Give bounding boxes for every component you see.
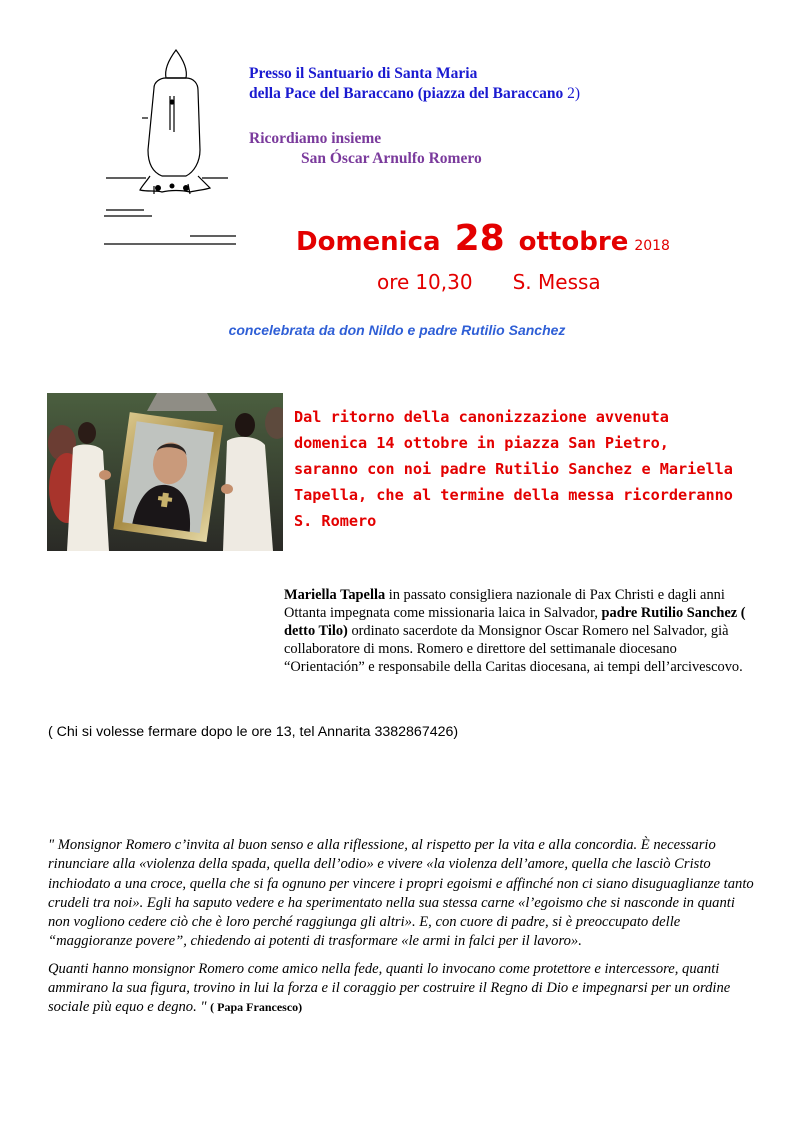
announcement-line: domenica 14 ottobre in piazza San Pietro, [294,434,669,452]
contact-note: ( Chi si volesse fermare dopo le ore 13, tel Annarita 3382867426) [48,724,459,740]
event-year: 2018 [634,238,670,254]
quote-paragraph-1: " Monsignor Romero c’invita al buon senso e alla riflessione, al rispetto per la vita e alla concordia. È necessario rinunciare alla «violenza della spada, quella dell’odio» e vivere «la violenza dell’amore, quella che lasciò Cristo inchiodato a una croce, quella che si fa ognuno per vincere i propri egoismi e affinché non ci siano disuguaglianze tanto crudeli tra noi». Egli ha saputo vedere e ha sperimentato nella sua stessa carne «l’egoismo che si nasconde in quanti non vogliono cedere ciò che è loro perché raggiunga gli altri». E, con cuore di padre, si è preoccupato delle “maggioranze povere”, chiedendo ai potenti di trasformare «le armi in falci per il lavoro». [48,837,754,950]
bio-text-1: in passato consigliera nazionale di Pax Christi e dagli anni Ottanta impegnata come missionaria laica in Salvador, [284,587,725,621]
bio-name-2: padre Rutilio Sanchez ( detto Tilo) [284,605,746,639]
header-block [249,64,749,169]
candle-drawing-icon [100,40,240,250]
header-line-3: Ricordiamo insieme [249,130,382,147]
announcement-line: saranno con noi padre Rutilio Sanchez e Mariella [294,460,733,478]
event-weekday: Domenica [296,227,441,257]
event-month: ottobre [518,227,629,257]
event-time [377,270,601,294]
announcement-line: S. Romero [294,512,377,530]
announcement-line: Dal ritorno della canonizzazione avvenuta [294,408,669,426]
pope-quote [48,836,754,1026]
event-mass: S. Messa [512,270,601,294]
bio-text-2: ordinato sacerdote da Monsignor Oscar Romero nel Salvador, già collaboratore di mons. Romero e direttore del settimanale diocesano “Orientación” e responsabile della Caritas diocesana, ai tempi dell’arcivescovo. [284,623,743,675]
header-line-1: Presso il Santuario di Santa Maria [249,65,478,82]
header-line-4: San Óscar Arnulfo Romero [301,150,482,167]
bio-name-1: Mariella Tapella [284,587,386,603]
quote-text-2: Quanti hanno monsignor Romero come amico nella fede, quanti lo invocano come protettore e intercessore, quanti ammirano la sua figura, trovino in lui la forza e il coraggio per costruire il Regno di Dio e impegnarsi per un ordine sociale più equo e degno. " [48,960,731,1016]
bio-paragraph [284,586,754,676]
event-date [296,218,670,259]
event-time-prefix: ore [377,270,410,294]
quote-paragraph-2 [48,960,754,1018]
announcement [294,404,754,534]
quote-signature: ( Papa Francesco) [210,1000,303,1015]
header-line-2 [249,84,749,104]
header-line-2b: 2) [567,85,581,102]
celebrants-line: concelebrata da don Nildo e padre Rutilio Sanchez [228,322,566,338]
event-day: 28 [454,218,505,259]
event-hour: 10,30 [415,270,473,294]
announcement-line: Tapella, che al termine della messa ricorderanno [294,486,733,504]
procession-photo [47,393,283,551]
header-line-2a: della Pace del Baraccano (piazza del Baraccano [249,85,568,102]
